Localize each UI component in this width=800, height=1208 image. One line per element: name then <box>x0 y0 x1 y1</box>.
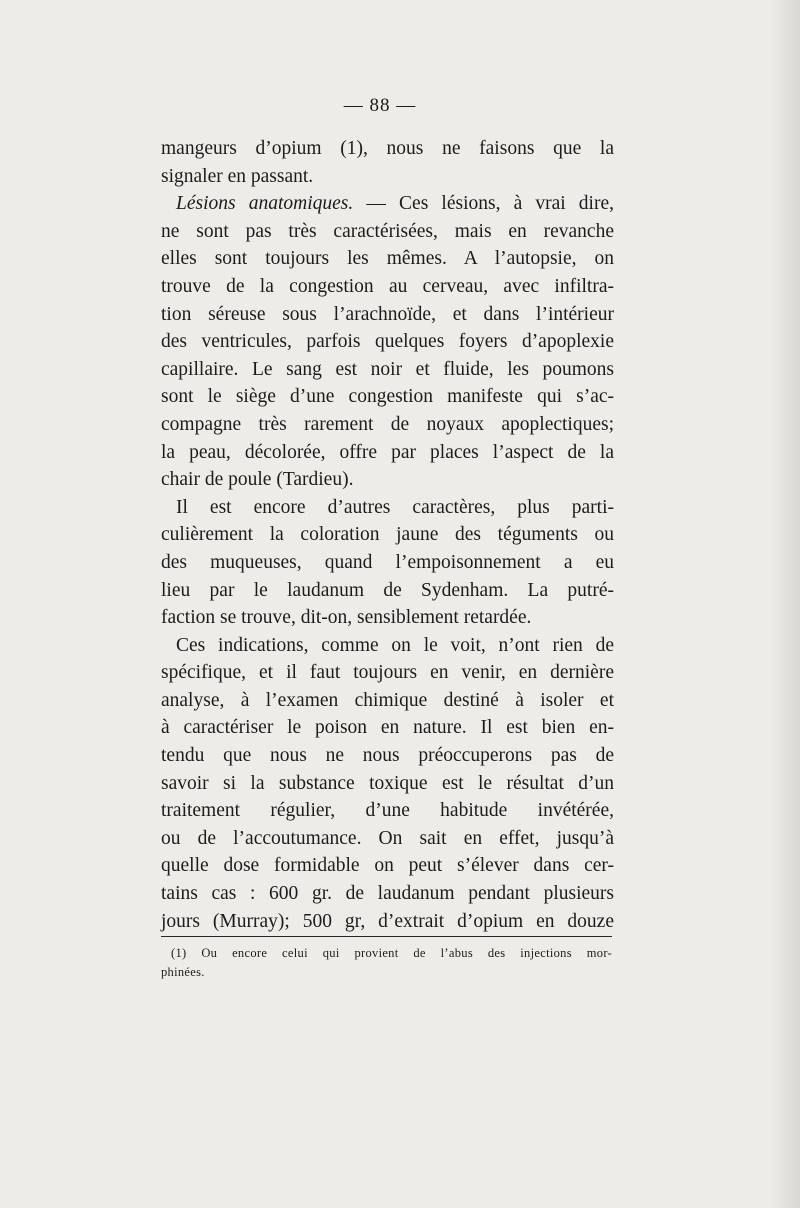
text-line: spécifique, et il faut toujours en venir, en dernière <box>161 662 614 684</box>
text-line: la peau, décolorée, offre par places l’aspect de la <box>161 441 614 463</box>
text-line: capillaire. Le sang est noir et fluide, les poumons <box>161 358 614 380</box>
section-heading-line <box>161 190 614 218</box>
text-line: — Ces lésions, à vrai dire, <box>366 193 614 215</box>
text-line: faction se trouve, dit-on, sensiblement retardée. <box>161 607 532 629</box>
text-line: Ces indications, comme on le voit, n’ont rien de <box>176 634 614 656</box>
text-line: tendu que nous ne nous préoccuperons pas de <box>161 745 614 767</box>
text-line: jours (Murray); 500 gr, d’extrait d’opium en douze <box>161 910 614 932</box>
footnote-line: (1) Ou encore celui qui provient de l’abus des injections mor- <box>171 946 612 960</box>
body-text <box>161 135 614 935</box>
text-line: lieu par le laudanum de Sydenham. La putré- <box>161 579 614 601</box>
text-line: trouve de la congestion au cerveau, avec infiltra- <box>161 275 614 297</box>
text-line: des ventricules, parfois quelques foyers d’apoplexie <box>161 331 614 353</box>
footnote-line: phinées. <box>161 965 205 979</box>
text-line: analyse, à l’examen chimique destiné à isoler et <box>161 689 614 711</box>
text-line: savoir si la substance toxique est le résultat d’un <box>161 772 614 794</box>
text-line: tains cas : 600 gr. de laudanum pendant plusieurs <box>161 883 614 905</box>
text-line: chair de poule (Tardieu). <box>161 469 354 491</box>
text-line: tion séreuse sous l’arachnoïde, et dans l’intérieur <box>161 303 614 325</box>
text-line: quelle dose formidable on peut s’élever dans cer- <box>161 855 614 877</box>
text-line: à caractériser le poison en nature. Il est bien en- <box>161 717 614 739</box>
text-line: sont le siège d’une congestion manifeste qui s’ac- <box>161 386 614 408</box>
text-line: traitement régulier, d’une habitude invétérée, <box>161 800 614 822</box>
text-line: des muqueuses, quand l’empoisonnement a eu <box>161 551 614 573</box>
text-line: compagne très rarement de noyaux apoplectiques; <box>161 413 614 435</box>
page-edge-shadow <box>770 0 800 1208</box>
text-line: ne sont pas très caractérisées, mais en revanche <box>161 220 614 242</box>
footnote <box>161 944 612 982</box>
text-line: mangeurs d’opium (1), nous ne faisons que la <box>161 138 614 159</box>
text-line: culièrement la coloration jaune des téguments ou <box>161 524 614 546</box>
footnote-divider <box>161 936 612 937</box>
section-heading: Lésions anatomiques. <box>176 193 354 215</box>
text-line: Il est encore d’autres caractères, plus parti- <box>176 496 614 518</box>
page-number: — 88 — <box>343 95 417 116</box>
text-line: elles sont toujours les mêmes. A l’autopsie, on <box>161 248 614 270</box>
text-line: ou de l’accoutumance. On sait en effet, jusqu’à <box>161 827 614 849</box>
text-line: signaler en passant. <box>161 165 314 187</box>
